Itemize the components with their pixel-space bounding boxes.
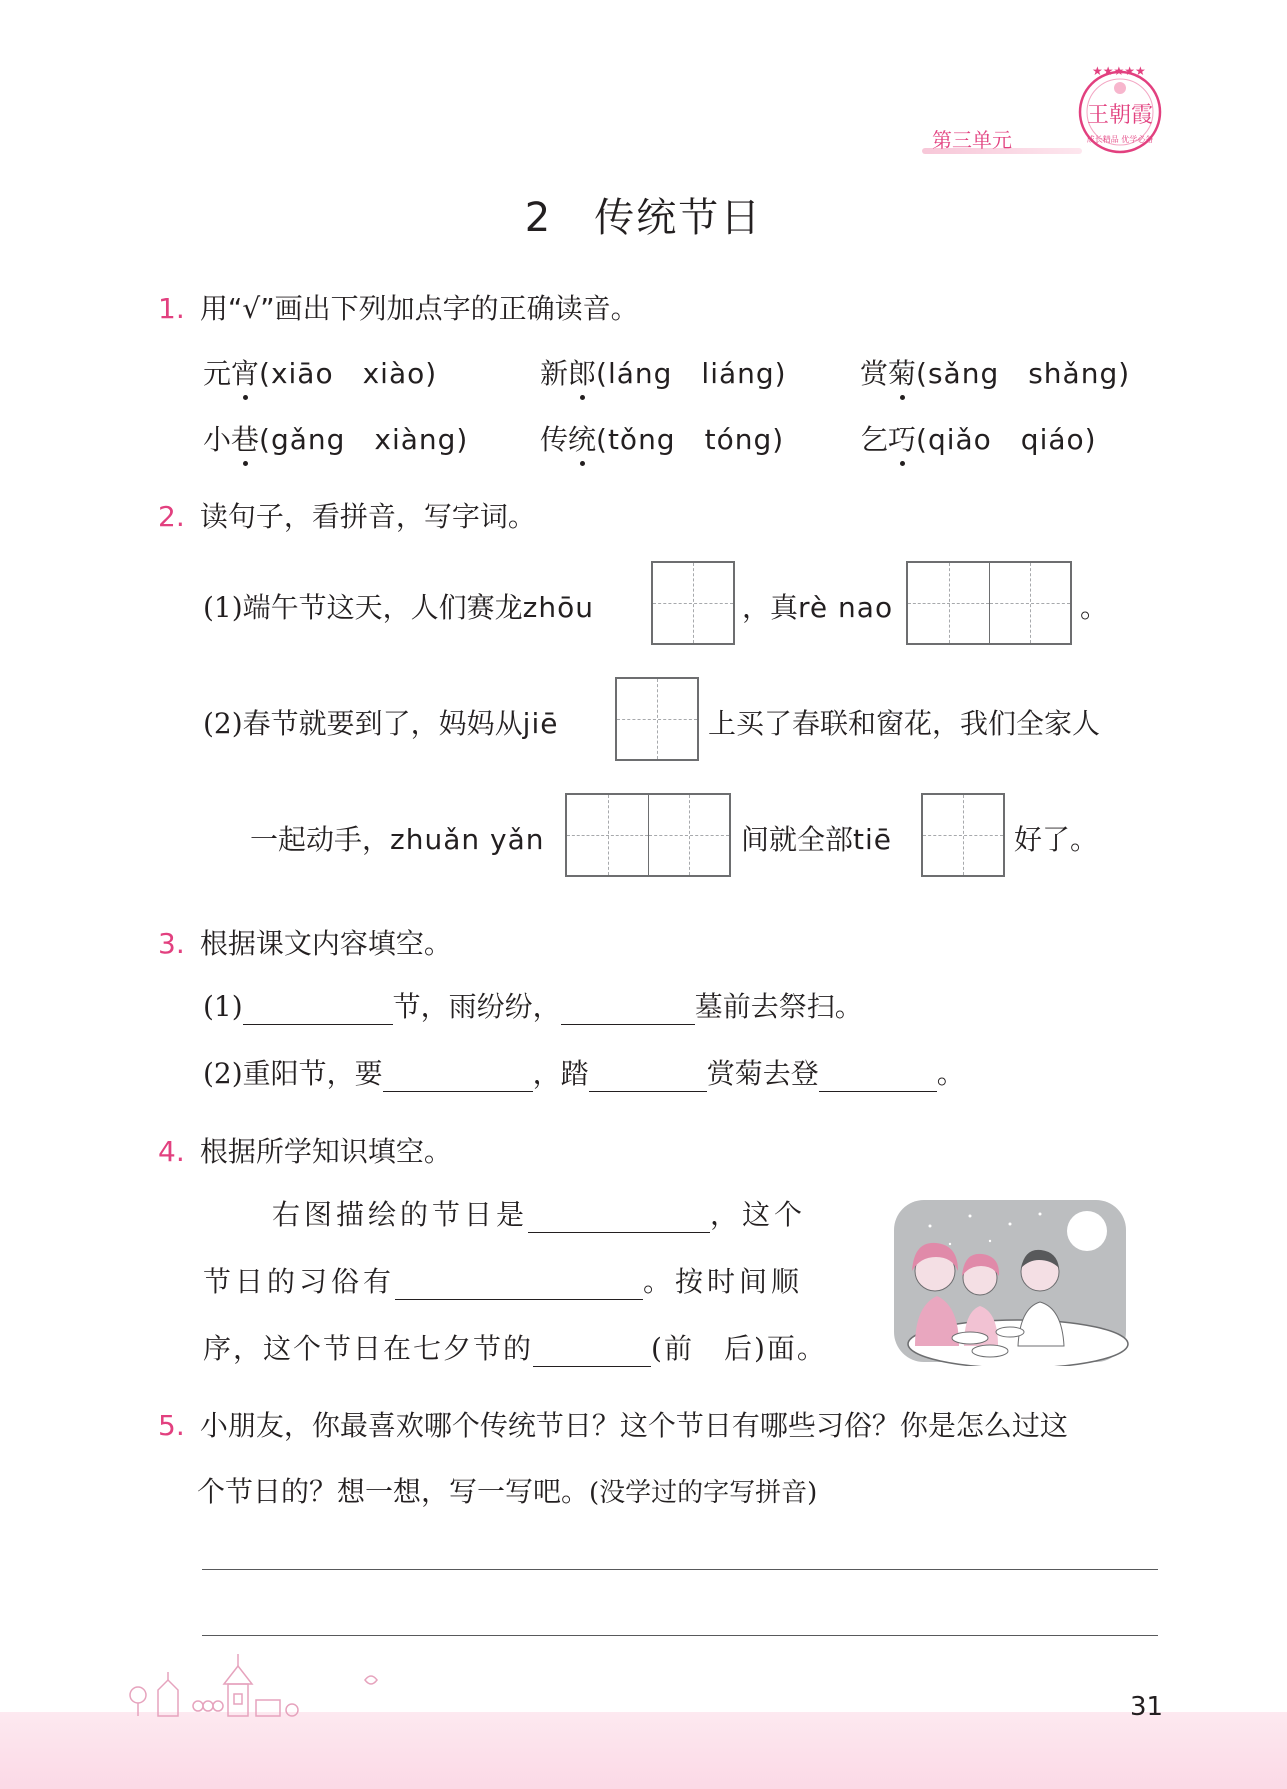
fill-line-3: 序，这个节日在七夕节的 (前 后)面。 — [203, 1332, 827, 1365]
pinyin-options[interactable]: (láng liáng) — [596, 357, 787, 390]
question-3 — [158, 922, 452, 962]
svg-text:★★★★★: ★★★★★ — [1092, 64, 1146, 78]
pinyin-options[interactable]: (gǎng xiàng) — [259, 423, 469, 456]
page-title: 2 传统节日 — [524, 195, 763, 241]
sentence-2: (2)春节就要到了，妈妈从jiē — [203, 707, 559, 740]
pinyin-options[interactable]: (sǎng shǎng) — [916, 357, 1131, 390]
unit-label: 第三单元 — [932, 128, 1012, 152]
question-prompt: 读句子，看拼音，写字词。 — [199, 500, 536, 533]
answer-box[interactable] — [565, 793, 731, 877]
answer-box[interactable] — [921, 793, 1005, 877]
dotted-char: 菊 — [888, 357, 917, 390]
fill-line-1: (1) 节，雨纷纷， 墓前去祭扫。 — [203, 990, 863, 1023]
pinyin-item: 传统(tǒng tóng) — [540, 423, 785, 456]
pinyin-options[interactable]: (xiāo xiào) — [259, 357, 438, 390]
question-number: 2. — [158, 500, 185, 533]
blank-field[interactable] — [395, 1271, 643, 1300]
question-number: 3. — [158, 927, 185, 960]
pinyin-hint: zhuǎn yǎn — [390, 823, 545, 856]
writing-line[interactable] — [202, 1635, 1158, 1636]
festival-illustration — [890, 1196, 1130, 1366]
seal-icon — [1070, 60, 1170, 160]
dotted-char: 巷 — [231, 423, 260, 456]
question-prompt: 小朋友，你最喜欢哪个传统节日？这个节日有哪些习俗？你是怎么过这 — [199, 1409, 1068, 1442]
footer-decoration — [120, 1640, 400, 1720]
fill-line-1: 右图描绘的节日是 ，这个 — [272, 1198, 807, 1231]
pinyin-item: 乞巧(qiǎo qiáo) — [860, 423, 1097, 456]
publisher-logo — [1070, 60, 1170, 160]
question-prompt: 根据课文内容填空。 — [199, 927, 452, 960]
blank-field[interactable] — [819, 1063, 937, 1092]
blank-field[interactable] — [533, 1338, 651, 1367]
question-number: 5. — [158, 1409, 185, 1442]
answer-box[interactable] — [651, 561, 735, 645]
blank-field[interactable] — [243, 996, 393, 1025]
pinyin-hint: jiē — [522, 707, 559, 740]
fill-line-2: 节日的习俗有 。按时间顺 — [203, 1265, 804, 1298]
question-1 — [158, 287, 639, 327]
sentence-3: 一起动手，zhuǎn yǎn — [250, 823, 545, 856]
dotted-char: 巧 — [888, 423, 917, 456]
question-number: 4. — [158, 1135, 185, 1168]
instruction-note: (没学过的字写拼音) — [589, 1478, 818, 1508]
pinyin-hint: tiē — [853, 823, 892, 856]
question-4 — [158, 1130, 452, 1170]
blank-field[interactable] — [528, 1204, 710, 1233]
dotted-char: 郎 — [568, 357, 597, 390]
pinyin-item: 新郎(láng liáng) — [540, 357, 787, 390]
dotted-char: 宵 — [231, 357, 260, 390]
blank-field[interactable] — [589, 1063, 707, 1092]
town-icon — [120, 1640, 400, 1720]
svg-text:王朝霞: 王朝霞 — [1086, 103, 1154, 128]
pinyin-hint: zhōu — [522, 591, 594, 624]
question-number: 1. — [158, 292, 185, 325]
footer-band — [0, 1712, 1287, 1789]
dotted-char: 统 — [568, 423, 597, 456]
blank-field[interactable] — [383, 1063, 533, 1092]
question-5-line-2: 个节日的？想一想，写一写吧。(没学过的字写拼音) — [197, 1475, 818, 1508]
sentence-1: (1)端午节这天，人们赛龙zhōu — [203, 591, 594, 624]
blank-field[interactable] — [561, 996, 695, 1025]
svg-text:成长精品 优学必备: 成长精品 优学必备 — [1086, 135, 1154, 144]
pinyin-item: 赏菊(sǎng shǎng) — [860, 357, 1131, 390]
pinyin-item: 小巷(gǎng xiàng) — [203, 423, 469, 456]
pinyin-hint: rè nao — [798, 591, 894, 624]
question-2 — [158, 495, 536, 535]
pinyin-item: 元宵(xiāo xiào) — [203, 357, 438, 390]
answer-box[interactable] — [906, 561, 1072, 645]
pinyin-options[interactable]: (tǒng tóng) — [596, 423, 785, 456]
writing-line[interactable] — [202, 1569, 1158, 1570]
page-number: 31 — [1130, 1692, 1164, 1722]
answer-box[interactable] — [615, 677, 699, 761]
question-prompt: 根据所学知识填空。 — [199, 1135, 452, 1168]
fill-line-2: (2)重阳节，要 ，踏 赏菊去登 。 — [203, 1057, 965, 1090]
question-prompt: 用“√”画出下列加点字的正确读音。 — [199, 292, 639, 325]
question-5 — [158, 1404, 1068, 1444]
pinyin-options[interactable]: (qiǎo qiáo) — [916, 423, 1097, 456]
